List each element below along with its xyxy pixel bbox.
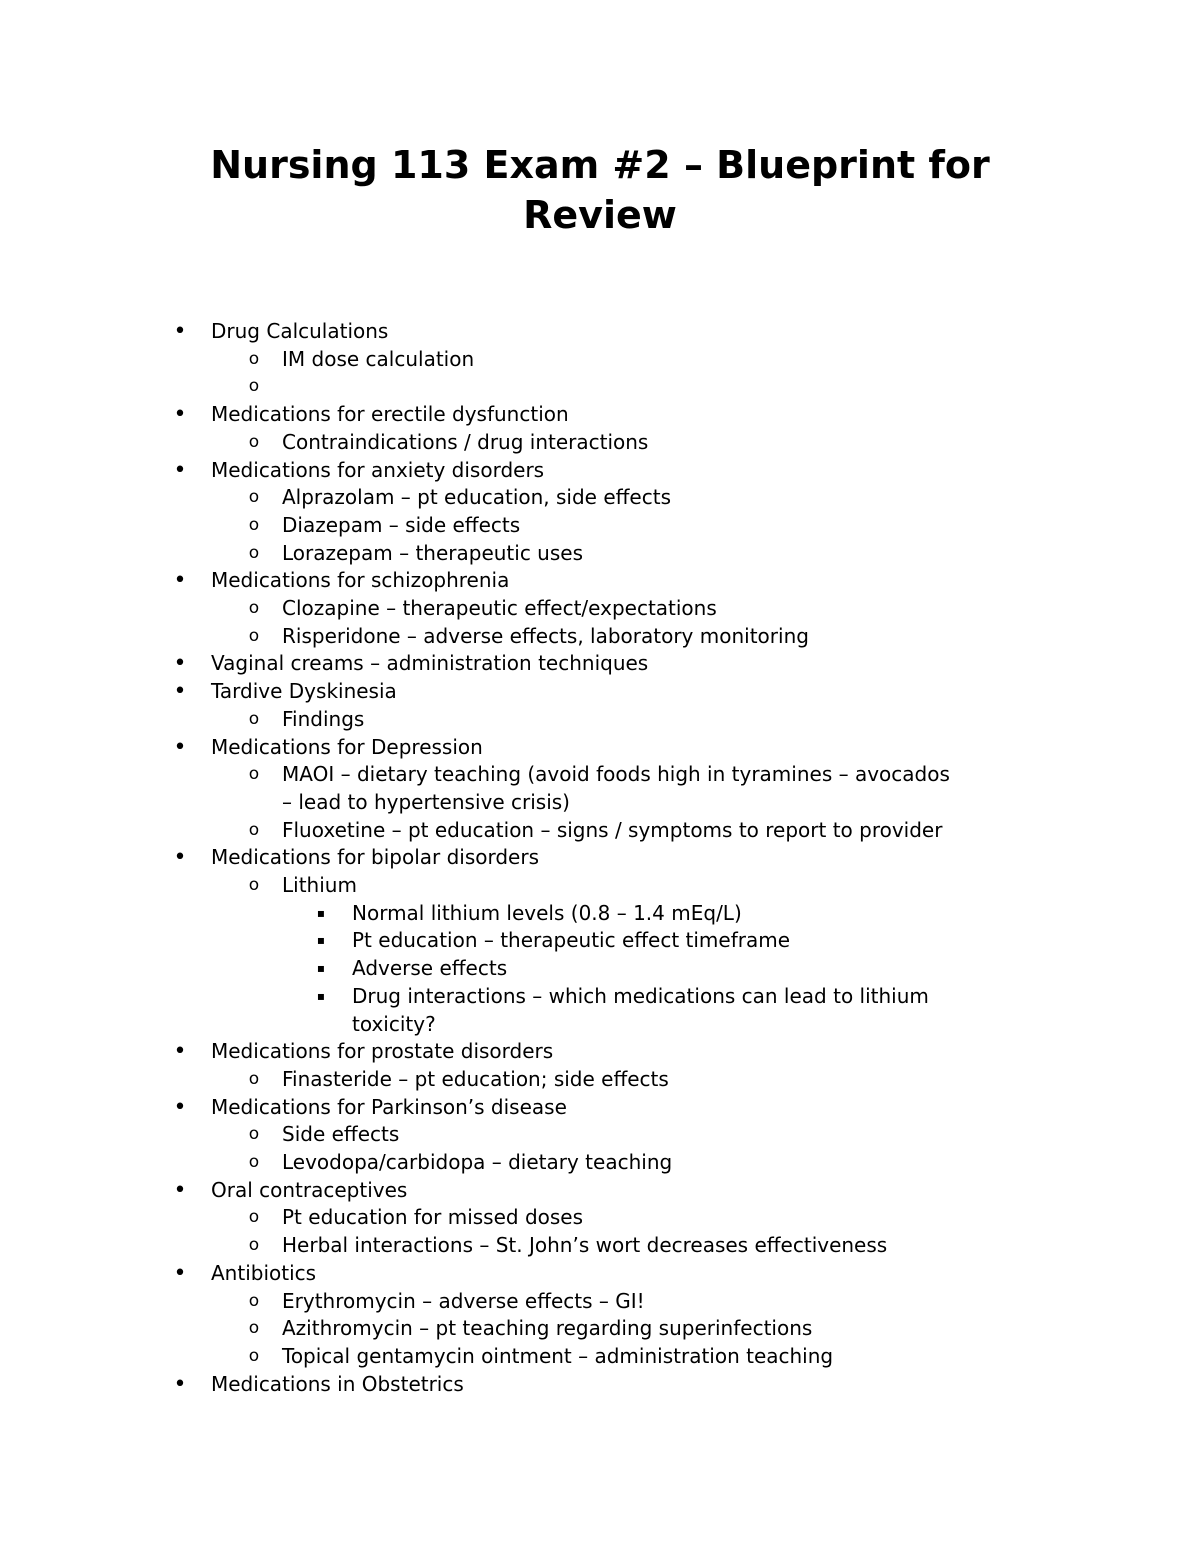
outline-item-text: Side effects: [282, 1122, 400, 1147]
outline-item-text: Fluoxetine – pt education – signs / symptoms to report to provider: [282, 817, 943, 842]
outline-item-text: Lithium: [282, 873, 357, 898]
outline-item-level-3: [0, 900, 1200, 928]
bullet-marker: o: [248, 487, 260, 508]
outline-item-level-2: [0, 706, 1200, 734]
outline-item-level-2: [0, 1149, 1200, 1177]
bullet-marker: o: [248, 348, 260, 369]
outline-item-level-1: [0, 734, 1200, 762]
outline-item-level-2: [0, 817, 962, 845]
outline-item-level-1: [0, 844, 1200, 872]
document-title: [150, 140, 1050, 240]
outline-item-level-2: [0, 484, 1200, 512]
outline-item-text: Contraindications / drug interactions: [282, 429, 649, 454]
bullet-marker: o: [248, 1290, 260, 1311]
outline-item-level-2: [0, 540, 1200, 568]
outline-item-level-2: [0, 1204, 1200, 1232]
outline-item-text: Medications for anxiety disorders: [211, 457, 545, 482]
bullet-marker: o: [248, 598, 260, 619]
outline-item-level-3: [0, 955, 1200, 983]
title-line-2: Review: [523, 193, 677, 237]
outline-item-text: Medications for Depression: [211, 734, 483, 759]
outline-item-level-3: [0, 983, 992, 1038]
outline-item-text: Tardive Dyskinesia: [211, 679, 397, 704]
bullet-marker: •: [173, 845, 187, 871]
outline-item-text: IM dose calculation: [282, 346, 475, 371]
outline-item-level-2: [0, 761, 962, 816]
bullet-marker: •: [173, 319, 187, 344]
bullet-marker: o: [248, 542, 260, 563]
outline-item-level-2: [0, 1066, 1200, 1094]
bullet-marker: o: [248, 1318, 260, 1339]
bullet-marker: •: [173, 402, 187, 428]
outline-item-text: Antibiotics: [211, 1260, 317, 1285]
outline-item-level-2: [0, 512, 1200, 540]
outline-item-level-1: [0, 650, 1200, 678]
bullet-marker: o: [248, 819, 260, 840]
outline-item-text: Normal lithium levels (0.8 – 1.4 mEq/L): [352, 900, 742, 925]
bullet-marker: o: [248, 1346, 260, 1366]
outline-item-text: Lorazepam – therapeutic uses: [282, 540, 584, 565]
outline-item-text: Drug Calculations: [211, 319, 389, 343]
outline-item-level-2: [0, 1315, 1200, 1343]
outline-item-level-1: [0, 1094, 1200, 1122]
bullet-marker: •: [173, 1177, 187, 1203]
outline-item-level-1: [0, 401, 1200, 429]
bullet-marker: •: [173, 734, 187, 760]
outline-item-level-1: [0, 1260, 1200, 1288]
outline-item-text: Vaginal creams – administration techniques: [211, 651, 649, 676]
outline-item-text: Alprazolam – pt education, side effects: [282, 485, 671, 510]
outline-item-level-1: [0, 567, 1200, 595]
outline-item-level-2: [0, 1232, 962, 1260]
bullet-marker: ▪: [316, 988, 326, 1003]
bullet-marker: •: [173, 1094, 187, 1120]
outline-item-level-2: [0, 1288, 1200, 1316]
bullet-marker: •: [173, 568, 187, 594]
bullet-marker: o: [248, 1124, 260, 1145]
outline-item-level-2: [0, 346, 1200, 374]
outline-item-text: Medications for erectile dysfunction: [211, 402, 569, 427]
bullet-marker: •: [173, 457, 187, 483]
outline-item-text: Medications for Parkinson’s disease: [211, 1094, 567, 1119]
outline-item-text: Medications for schizophrenia: [211, 568, 510, 593]
outline-item-level-1: [0, 678, 1200, 706]
bullet-marker: o: [248, 1152, 260, 1173]
outline-item-text: Azithromycin – pt teaching regarding superinfections: [282, 1316, 813, 1341]
outline-item-level-1: [0, 1177, 1200, 1205]
bullet-marker: •: [173, 651, 187, 677]
outline-item-text: Adverse effects: [352, 956, 508, 981]
outline-item-text: MAOI – dietary teaching (avoid foods high in tyramines – avocados – lead to hypertensive crisis): [282, 762, 950, 814]
outline-item-level-2: [0, 623, 1200, 651]
outline-item-level-2: [0, 872, 1200, 900]
outline-item-text: Pt education for missed doses: [282, 1205, 584, 1230]
outline-item-level-2: [0, 1343, 1200, 1371]
outline-item-level-2: [0, 595, 1200, 623]
bullet-marker: o: [248, 875, 260, 896]
bullet-marker: ▪: [316, 933, 326, 948]
bullet-marker: •: [173, 679, 187, 705]
outline-item-text: Levodopa/carbidopa – dietary teaching: [282, 1150, 673, 1175]
outline-item-level-2: [0, 1121, 1200, 1149]
bullet-marker: •: [173, 1039, 187, 1065]
outline-item-text: Topical gentamycin ointment – administration teaching: [282, 1344, 834, 1368]
bullet-marker: •: [173, 1371, 187, 1397]
bullet-marker: ▪: [316, 961, 326, 976]
outline-item-level-1: [0, 318, 1200, 346]
outline-item-text: Finasteride – pt education; side effects: [282, 1066, 669, 1091]
outline-item-level-1: [0, 457, 1200, 485]
outline-item-text: Medications for prostate disorders: [211, 1039, 554, 1064]
outline-item-text: Erythromycin – adverse effects – GI!: [282, 1288, 645, 1313]
outline-item-text: Diazepam – side effects: [282, 512, 521, 537]
bullet-marker: o: [248, 376, 260, 397]
bullet-marker: o: [248, 625, 260, 646]
outline-item-level-1: [0, 1038, 1200, 1066]
blueprint-outline: [0, 318, 1200, 1398]
outline-item-text: Drug interactions – which medications can lead to lithium toxicity?: [352, 983, 929, 1036]
outline-item-level-3: [0, 927, 1200, 955]
outline-item-text: Herbal interactions – St. John’s wort decreases effectiveness: [282, 1233, 888, 1258]
bullet-marker: ▪: [316, 905, 326, 920]
bullet-marker: •: [173, 1260, 187, 1286]
outline-item-text: Medications in Obstetrics: [211, 1371, 464, 1396]
outline-item-text: Findings: [282, 706, 365, 731]
bullet-marker: o: [248, 514, 260, 535]
title-line-1: Nursing 113 Exam #2 – Blueprint for: [210, 143, 990, 187]
outline-item-level-1: [0, 1371, 1200, 1399]
outline-item-text: Pt education – therapeutic effect timeframe: [352, 928, 791, 953]
bullet-marker: o: [248, 1235, 260, 1256]
outline-item-text: Clozapine – therapeutic effect/expectations: [282, 596, 717, 621]
bullet-marker: o: [248, 1207, 260, 1228]
outline-item-level-2: [0, 429, 1200, 457]
bullet-marker: o: [248, 1068, 260, 1089]
bullet-marker: o: [248, 431, 260, 452]
outline-item-text: Medications for bipolar disorders: [211, 845, 540, 870]
outline-item-text: Oral contraceptives: [211, 1177, 408, 1202]
outline-item-text: Risperidone – adverse effects, laboratory monitoring: [282, 623, 809, 648]
bullet-marker: o: [248, 764, 260, 785]
bullet-marker: o: [248, 708, 260, 729]
outline-item-level-2: [0, 373, 1200, 401]
